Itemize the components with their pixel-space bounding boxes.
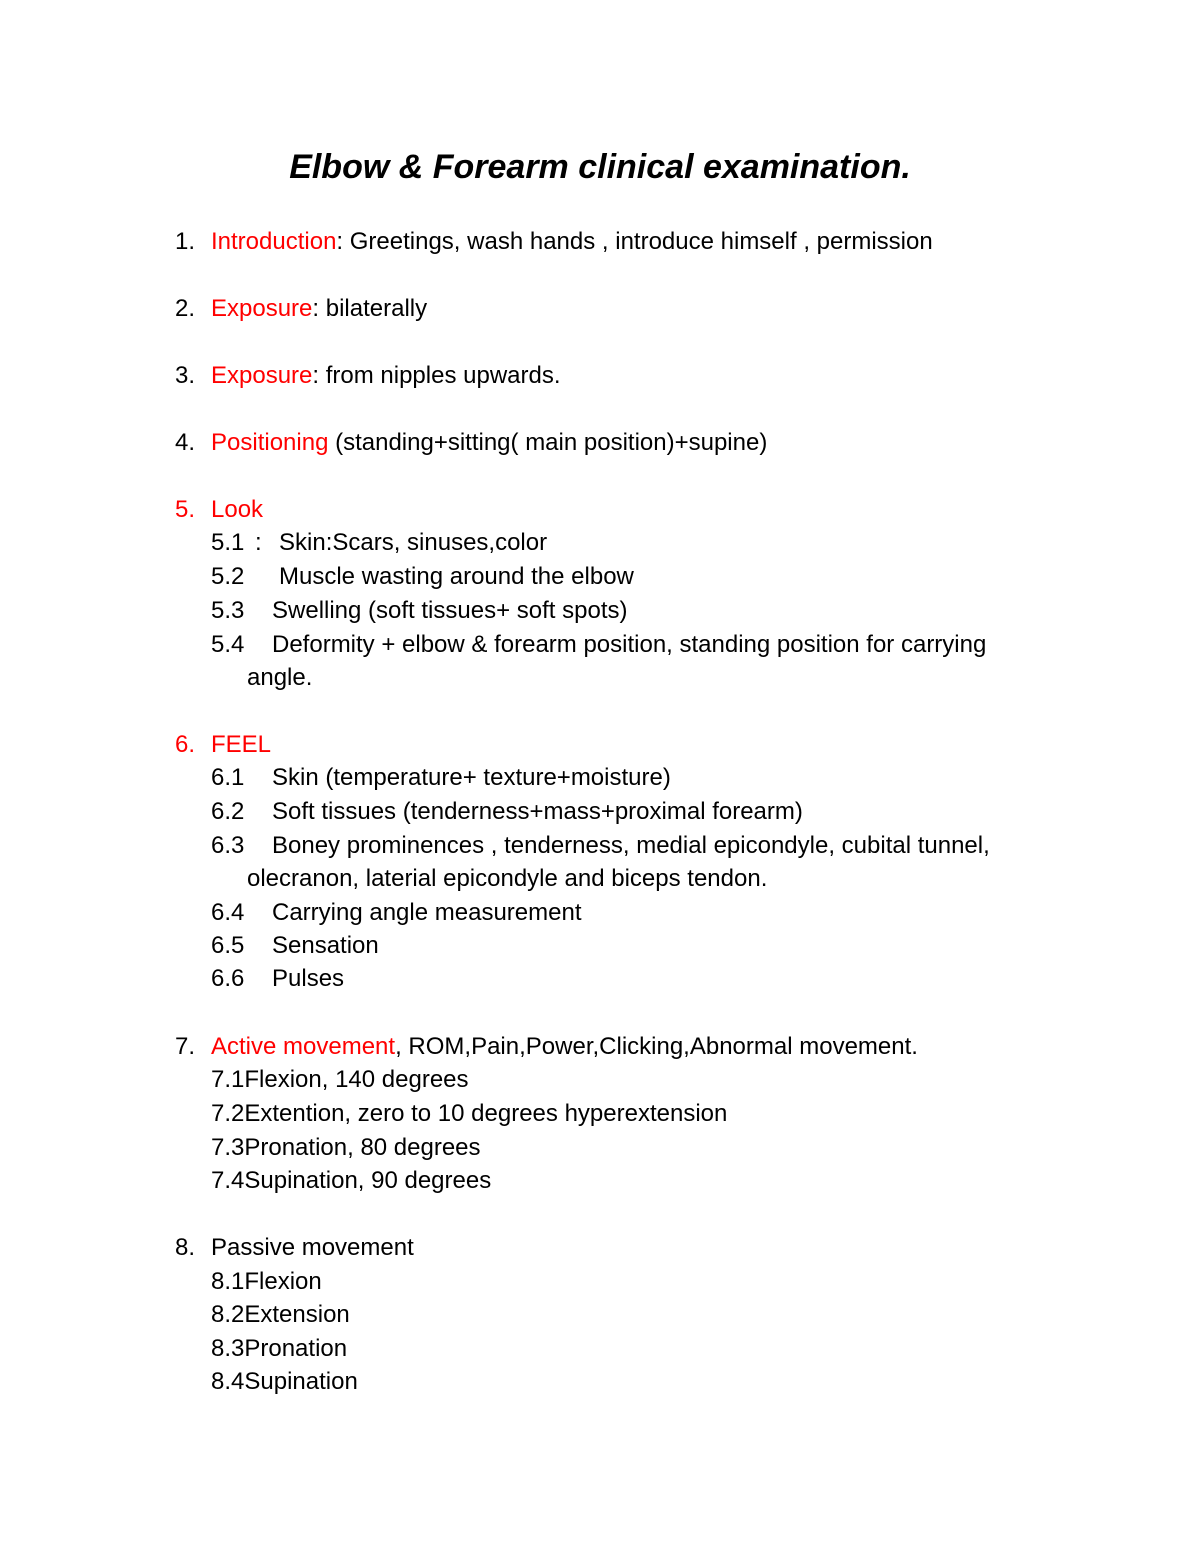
section-8-text: Passive movement [211,1234,414,1261]
section-7-number: 7. [175,1033,196,1060]
section-3-text: : from nipples upwards. [312,362,561,389]
list-item [211,1164,491,1198]
item-5-1-number: 5.1 [211,529,245,556]
item-6-2-number: 6.2 [211,798,245,825]
item-6-3-cont: olecranon, laterial epicondyle and biceps tendon. [247,865,768,892]
item-6-5-text: Sensation [272,932,379,959]
item-6-1-number: 6.1 [211,764,245,791]
document-title: Elbow & Forearm clinical examination. [289,148,911,186]
item-6-4-text: Carrying angle measurement [272,899,582,926]
item-7-3-text: 7.3Pronation, 80 degrees [211,1134,481,1161]
item-8-2-text: 8.2Extension [211,1301,350,1328]
section-1-number: 1. [175,228,196,255]
item-5-4-cont: angle. [247,664,313,691]
section-3-number: 3. [175,362,196,389]
item-5-4-text: Deformity + elbow & forearm position, standing position for carrying [272,631,987,658]
item-6-6-number: 6.6 [211,965,245,992]
section-7-heading: Active movement [211,1033,396,1060]
list-item-continuation [247,862,767,896]
item-8-4-text: 8.4Supination [211,1368,358,1395]
list-item [211,1332,347,1366]
item-5-2-number: 5.2 [211,563,245,590]
section-1-heading: Introduction [211,228,337,255]
item-6-5-number: 6.5 [211,932,245,959]
item-6-3-number: 6.3 [211,832,245,859]
section-4-text: (standing+sitting( main position)+supine) [328,429,768,456]
item-5-3-number: 5.3 [211,597,245,624]
item-6-2-text: Soft tissues (tenderness+mass+proximal forearm) [272,798,803,825]
item-5-4-number: 5.4 [211,631,245,658]
item-8-3-text: 8.3Pronation [211,1335,348,1362]
section-2-heading: Exposure [211,295,313,322]
item-5-1-sep: : [255,529,262,556]
item-6-1-text: Skin (temperature+ texture+moisture) [272,764,671,791]
section-6-heading: FEEL [211,731,272,758]
section-2-number: 2. [175,295,196,322]
section-1-text: : Greetings, wash hands , introduce himself , permission [336,228,933,255]
section-3-heading: Exposure [211,362,313,389]
section-5-number: 5. [175,496,196,523]
section-6-number: 6. [175,731,196,758]
list-item [211,1265,322,1299]
list-item [211,1298,350,1332]
item-5-1-text: Skin:Scars, sinuses,color [279,529,548,556]
section-4-number: 4. [175,429,196,456]
item-7-4-text: 7.4Supination, 90 degrees [211,1167,492,1194]
section-7-text: , ROM,Pain,Power,Clicking,Abnormal movement. [395,1033,918,1060]
item-7-2-text: 7.2Extention, zero to 10 degrees hyperextension [211,1100,728,1127]
item-6-4-number: 6.4 [211,899,245,926]
list-item [211,1131,481,1165]
list-item [211,1063,469,1097]
section-4-heading: Positioning [211,429,329,456]
list-item [211,1365,358,1399]
list-item [211,1097,727,1131]
section-2-text: : bilaterally [312,295,428,322]
list-item-continuation [247,661,312,695]
item-7-1-text: 7.1Flexion, 140 degrees [211,1066,469,1093]
section-5-heading: Look [211,496,264,523]
item-5-2-text: Muscle wasting around the elbow [279,563,634,590]
item-6-6-text: Pulses [272,965,345,992]
section-8-number: 8. [175,1234,196,1261]
item-8-1-text: 8.1Flexion [211,1268,322,1295]
item-6-3-text: Boney prominences , tenderness, medial epicondyle, cubital tunnel, [272,832,990,859]
item-5-3-text: Swelling (soft tissues+ soft spots) [272,597,628,624]
